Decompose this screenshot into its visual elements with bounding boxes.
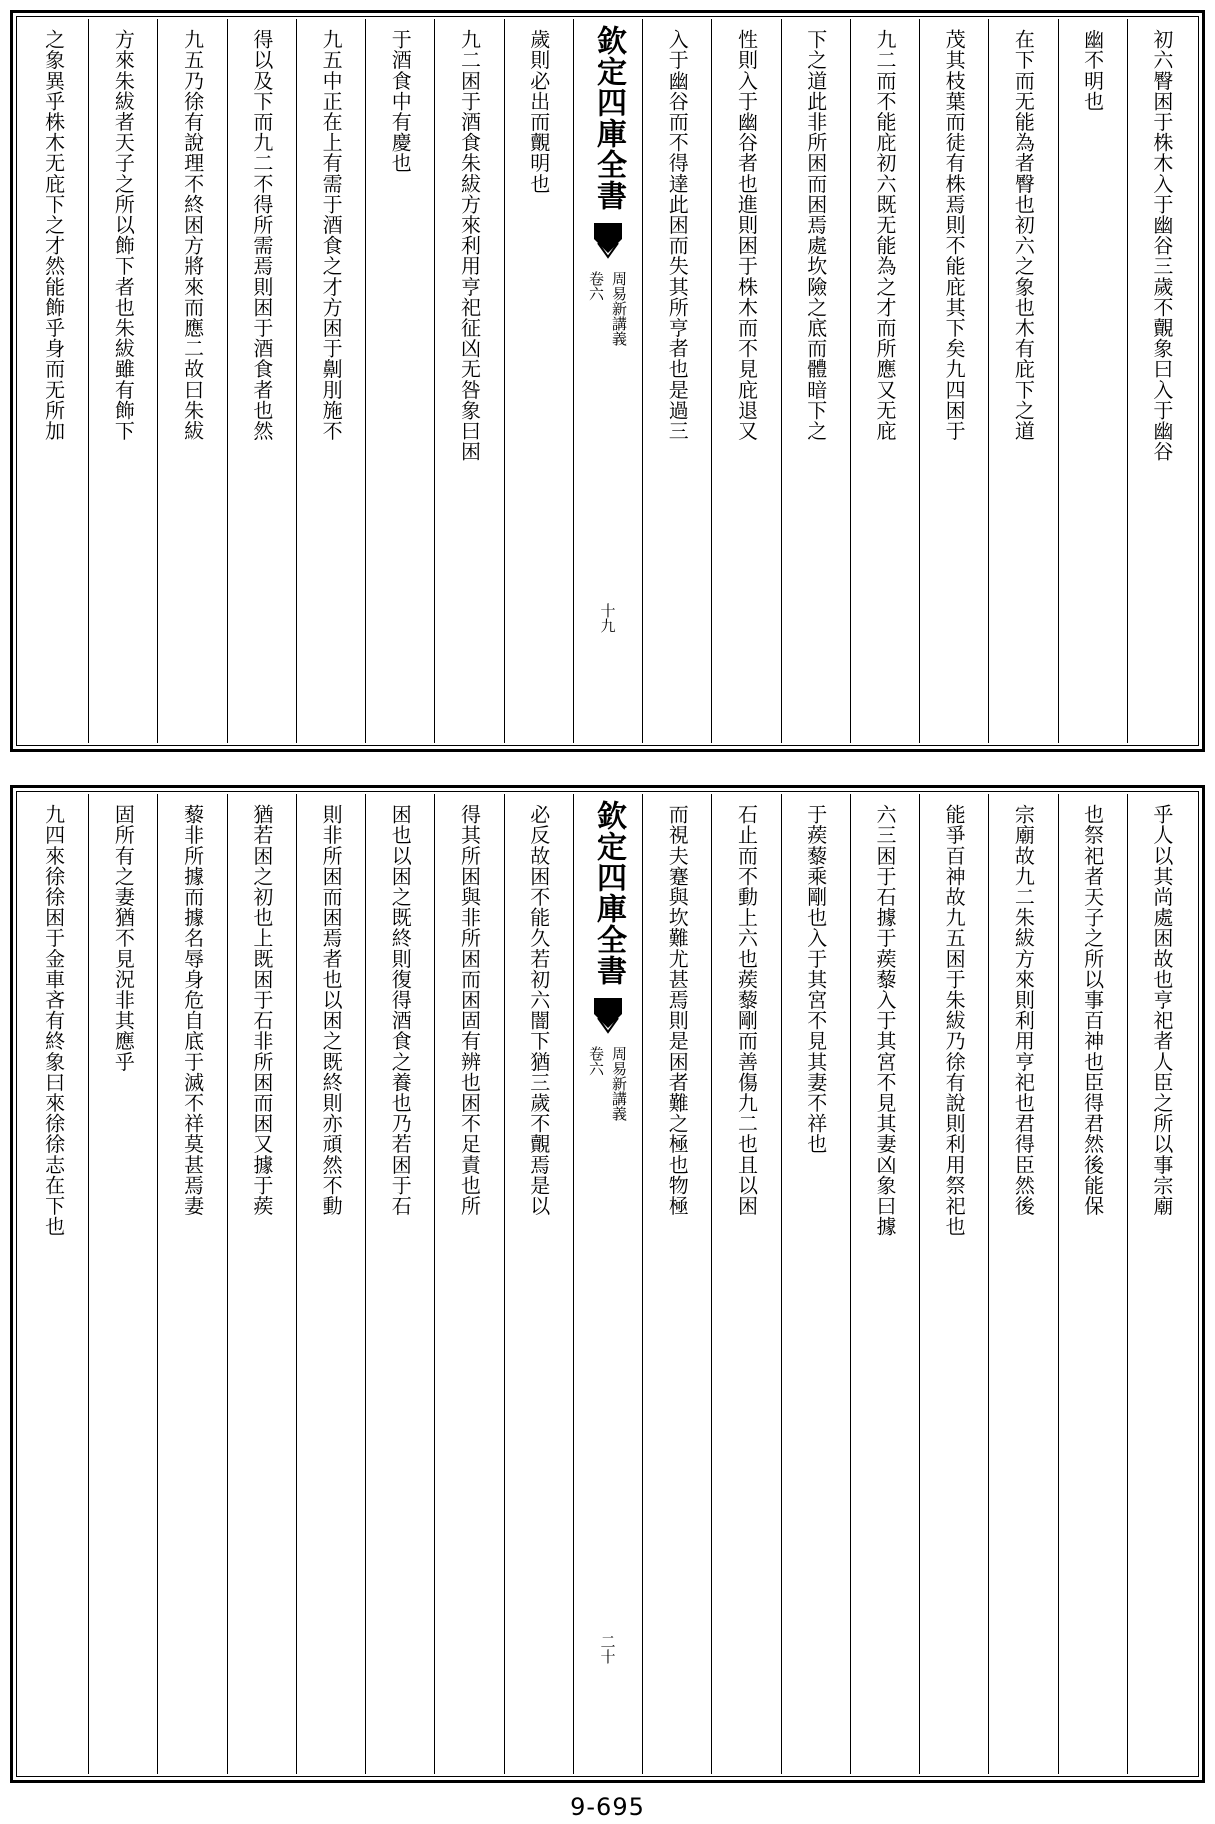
text-column	[1058, 19, 1127, 743]
text-column	[850, 19, 919, 743]
fishtail-mark-icon	[594, 223, 622, 259]
text-column	[850, 794, 919, 1774]
text-column	[19, 794, 88, 1774]
column-text: 得其所困與非所困而困固有辨也困不足責也所	[457, 804, 482, 1216]
column-text: 幽不明也	[1080, 29, 1105, 112]
column-text: 九二而不能庇初六既无能為之才而所應又无庇	[872, 29, 897, 441]
lower-columns	[19, 794, 1196, 1774]
column-text: 九四來徐徐困于金車吝有終象曰來徐徐志在下也	[41, 804, 66, 1237]
column-text: 之象異乎株木无庇下之才然能飾乎身而无所加	[41, 29, 66, 441]
column-text: 能爭百神故九五困于朱紱乃徐有說則利用祭祀也	[942, 804, 967, 1237]
text-column	[781, 794, 850, 1774]
text-column	[711, 794, 780, 1774]
leaf-number: 十九	[598, 603, 617, 633]
column-text: 性則入于幽谷者也進則困于株木而不見庇退又	[734, 29, 759, 441]
column-text: 九二困于酒食朱紱方來利用亨祀征凶无咎象曰困	[457, 29, 482, 462]
column-text: 在下而无能為者臀也初六之象也木有庇下之道	[1011, 29, 1036, 441]
text-column	[227, 794, 296, 1774]
text-column	[365, 19, 434, 743]
column-text: 而視夫蹇與坎難尤甚焉則是困者難之極也物極	[665, 804, 690, 1216]
column-text: 石止而不動上六也蒺藜剛而善傷九二也且以困	[734, 804, 759, 1216]
column-text: 于蒺藜乘剛也入于其宮不見其妻不祥也	[803, 804, 828, 1155]
text-column	[919, 794, 988, 1774]
text-column	[296, 19, 365, 743]
text-column	[1127, 19, 1196, 743]
text-column	[157, 794, 226, 1774]
column-text: 宗廟故九二朱紱方來則利用亨祀也君得臣然後	[1011, 804, 1036, 1216]
volume-label: 卷六	[587, 271, 605, 301]
column-text: 方來朱紱者天子之所以飾下者也朱紱雖有飾下	[111, 29, 136, 441]
text-column	[781, 19, 850, 743]
text-column	[157, 19, 226, 743]
column-text: 九五乃徐有說理不終困方將來而應二故曰朱紱	[180, 29, 205, 441]
column-text: 猶若困之初也上既困于石非所困而困又據于蒺	[249, 804, 274, 1216]
text-column	[88, 19, 157, 743]
column-text: 則非所困而困焉者也以困之既終則亦頑然不動	[319, 804, 344, 1216]
book-info	[586, 1046, 630, 1121]
text-column	[88, 794, 157, 1774]
fishtail-mark-icon	[594, 998, 622, 1034]
page-number: 9-695	[570, 1793, 645, 1821]
book-title: 周易新講義	[610, 271, 628, 346]
column-text: 入于幽谷而不得達此困而失其所亨者也是過三	[665, 29, 690, 441]
column-text: 下之道此非所困而困焉處坎險之底而體暗下之	[803, 29, 828, 441]
column-text: 藜非所據而據名辱身危自底于滅不祥莫甚焉妻	[180, 804, 205, 1216]
text-column	[988, 19, 1057, 743]
book-title: 周易新講義	[610, 1046, 628, 1121]
text-column	[365, 794, 434, 1774]
text-column	[434, 794, 503, 1774]
leaf-number: 二十	[598, 1634, 617, 1664]
upper-page	[10, 10, 1205, 752]
column-text: 乎人以其尚處困故也亨祀者人臣之所以事宗廟	[1149, 804, 1174, 1216]
text-column	[711, 19, 780, 743]
book-series-title: 欽定四庫全書	[591, 800, 626, 986]
column-text: 必反故困不能久若初六闇下猶三歲不覿焉是以	[526, 804, 551, 1216]
volume-label: 卷六	[587, 1046, 605, 1076]
column-text: 得以及下而九二不得所需焉則困于酒食者也然	[249, 29, 274, 441]
text-column	[434, 19, 503, 743]
column-text: 于酒食中有慶也	[388, 29, 413, 174]
column-text: 也祭祀者天子之所以事百神也臣得君然後能保	[1080, 804, 1105, 1216]
text-column	[642, 19, 711, 743]
text-column	[1058, 794, 1127, 1774]
text-column	[988, 794, 1057, 1774]
text-column	[227, 19, 296, 743]
text-column	[919, 19, 988, 743]
book-info	[586, 271, 630, 346]
text-column	[504, 19, 573, 743]
column-text: 固所有之妻猶不見況非其應乎	[111, 804, 136, 1072]
column-text: 歲則必出而覿明也	[526, 29, 551, 194]
upper-columns	[19, 19, 1196, 743]
column-text: 六三困于石據于蒺藜入于其宮不見其妻凶象曰據	[872, 804, 897, 1237]
center-fold	[573, 19, 642, 743]
text-column	[642, 794, 711, 1774]
column-text: 九五中正在上有需于酒食之才方困于劓刖施不	[319, 29, 344, 441]
column-text: 茂其枝葉而徒有株焉則不能庇其下矣九四困于	[942, 29, 967, 441]
text-column	[296, 794, 365, 1774]
lower-page	[10, 785, 1205, 1783]
book-series-title: 欽定四庫全書	[591, 25, 626, 211]
center-fold	[573, 794, 642, 1774]
column-text: 初六臀困于株木入于幽谷三歲不覿象曰入于幽谷	[1149, 29, 1174, 462]
column-text: 困也以困之既終則復得酒食之養也乃若困于石	[388, 804, 413, 1216]
text-column	[19, 19, 88, 743]
text-column	[1127, 794, 1196, 1774]
text-column	[504, 794, 573, 1774]
